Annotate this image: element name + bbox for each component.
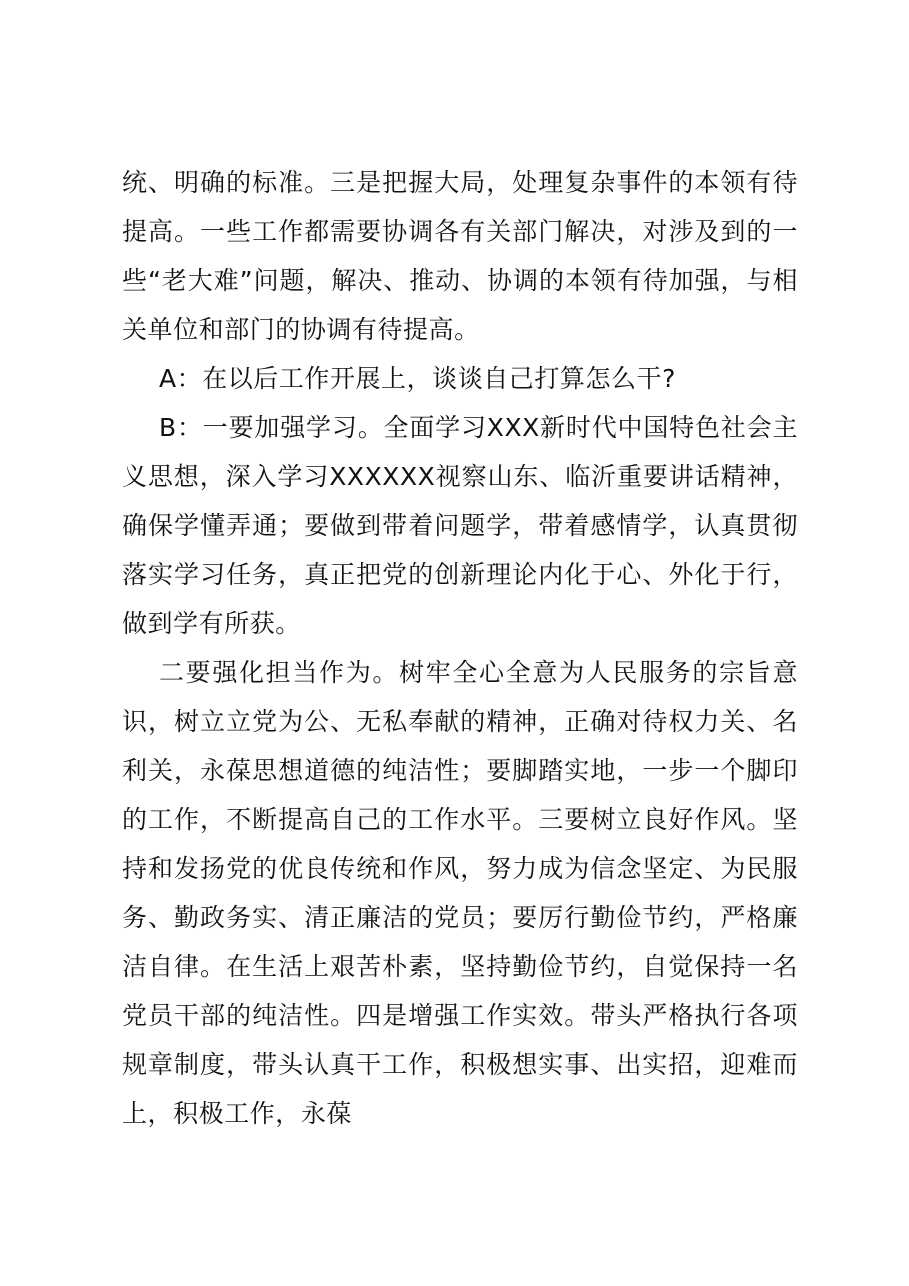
paragraph-weaknesses-continued: 统、明确的标准。三是把握大局，处理复杂事件的本领有待提高。一些工作都需要协调各有关部门解决，对涉及到的一些“老大难”问题，解决、推动、协调的本领有待加强，与相关单位和部门的协调有待提高。 xyxy=(122,168,798,344)
document-body xyxy=(122,158,798,1138)
paragraph-answer-b: B：一要加强学习。全面学习XXX新时代中国特色社会主义思想，深入学习XXXXXX视察山东、临沂重要讲话精神，确保学懂弄通；要做到带着问题学，带着感情学，认真贯彻落实学习任务，真正把党的创新理论内化于心、外化于行，做到学有所获。 xyxy=(122,413,798,638)
paragraph-plans: 二要强化担当作为。树牢全心全意为人民服务的宗旨意识，树立立党为公、无私奉献的精神，正确对待权力关、名利关，永葆思想道德的纯洁性；要脚踏实地，一步一个脚印的工作，不断提高自己的工作水平。三要树立良好作风。坚持和发扬党的优良传统和作风，努力成为信念坚定、为民服务、勤政务实、清正廉洁的党员；要厉行勤俭节约，严格廉洁自律。在生活上艰苦朴素，坚持勤俭节约，自觉保持一名党员干部的纯洁性。四是增强工作实效。带头严格执行各项规章制度，带头认真干工作，积极想实事、出实招，迎难而上，积极工作，永葆 xyxy=(122,658,798,1128)
paragraph-question-a: A：在以后工作开展上，谈谈自己打算怎么干? xyxy=(159,364,676,393)
